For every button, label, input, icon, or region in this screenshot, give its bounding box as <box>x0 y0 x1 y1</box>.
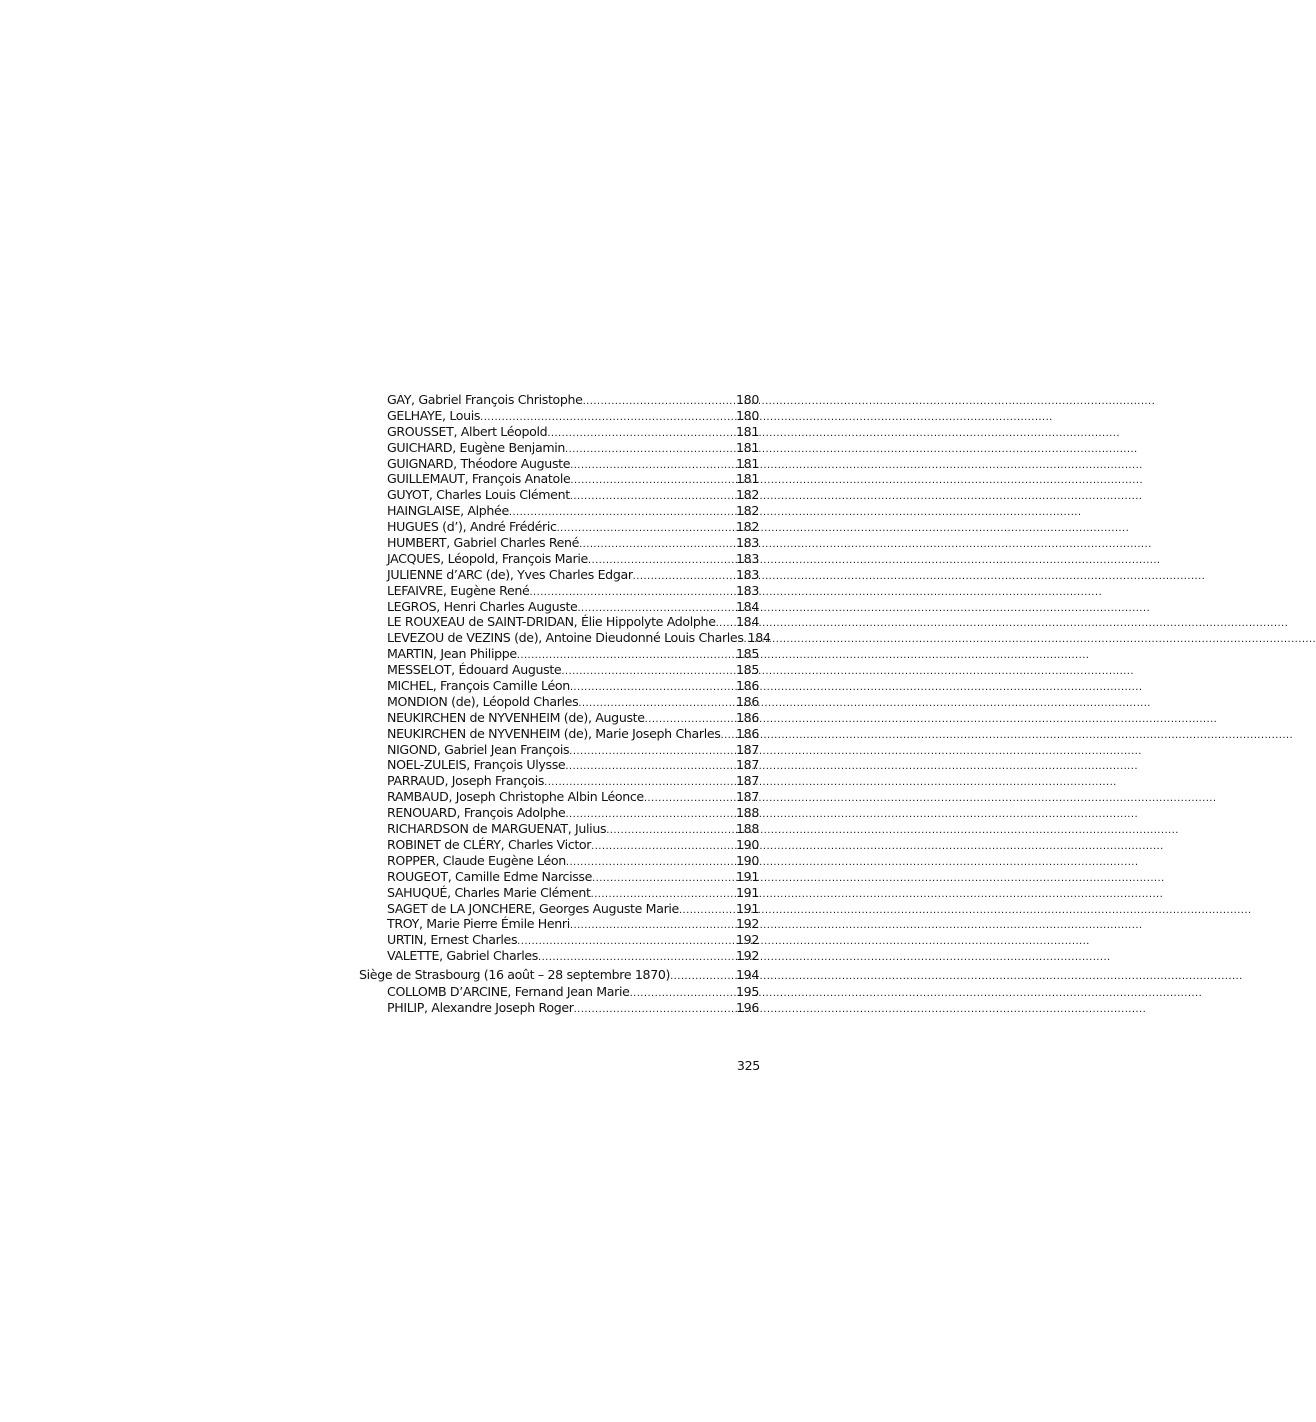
toc-entry-label: MARTIN, Jean Philippe <box>387 646 517 662</box>
toc-entry <box>359 932 759 948</box>
toc-entry <box>359 503 759 519</box>
toc-entry-page: 187 <box>736 789 759 805</box>
dot-leader <box>630 986 736 1002</box>
dot-leader <box>570 489 736 505</box>
toc-entry <box>359 984 759 1000</box>
toc-entry <box>359 901 759 917</box>
toc-entry <box>359 885 759 901</box>
toc-entry-label: SAHUQUÉ, Charles Marie Clément <box>387 884 591 900</box>
toc-entry-label: GUIGNARD, Théodore Auguste <box>387 455 571 471</box>
toc-entry-label: GAY, Gabriel François Christophe <box>387 392 583 407</box>
toc-entry-page: 184 <box>736 614 759 630</box>
toc-entry-label: TROY, Marie Pierre Émile Henri <box>387 916 570 932</box>
dot-leader <box>633 569 736 585</box>
toc-entry-page: 186 <box>736 678 759 694</box>
toc-entry-label: NEUKIRCHEN de NYVENHEIM (de), Auguste <box>387 709 645 725</box>
toc-entry-label: PHILIP, Alexandre Joseph Roger <box>387 999 574 1015</box>
toc-entry-label: LEVEZOU de VEZINS (de), Antoine Dieudonné Louis Charles <box>387 630 744 646</box>
dot-leader <box>569 744 736 760</box>
toc-entry-label: GUYOT, Charles Louis Clément <box>387 487 570 503</box>
toc-entry-page: 184 <box>736 598 759 614</box>
toc-entry <box>359 757 759 773</box>
toc-entry <box>359 440 759 456</box>
toc-entry <box>359 614 759 630</box>
toc-section-entry <box>359 967 759 983</box>
toc-entry <box>359 662 759 678</box>
toc-entry-page: 188 <box>736 805 759 821</box>
toc-entry-label: GELHAYE, Louis <box>387 407 481 423</box>
toc-entry-label: JACQUES, Léopold, François Marie <box>387 550 588 566</box>
toc-entry <box>359 821 759 837</box>
toc-entry-page: 183 <box>736 550 759 566</box>
toc-entry-label: RAMBAUD, Joseph Christophe Albin Léonce <box>387 789 644 805</box>
toc-entry-label: Siège de Strasbourg (16 août – 28 septembre 1870) <box>359 967 671 983</box>
toc-entry-page: 187 <box>736 757 759 773</box>
toc-entry-label: ROUGEOT, Camille Edme Narcisse <box>387 868 593 884</box>
toc-entry <box>359 742 759 758</box>
toc-entry-label: NOEL-ZULEIS, François Ulysse <box>387 757 566 773</box>
toc-entry-page: 196 <box>736 999 759 1015</box>
toc-entry-label: MESSELOT, Édouard Auguste <box>387 662 562 678</box>
dot-leader <box>670 969 736 985</box>
dot-leader <box>644 791 736 807</box>
table-of-contents <box>359 392 771 1016</box>
toc-entry-label: SAGET de LA JONCHERE, Georges Auguste Marie <box>387 900 679 916</box>
toc-entry-page: 191 <box>736 900 759 916</box>
toc-entry-label: ROBINET de CLÉRY, Charles Victor <box>387 836 592 852</box>
dot-leader <box>570 458 736 474</box>
toc-entry-page: 190 <box>736 836 759 852</box>
dot-leader <box>565 442 736 458</box>
dot-leader <box>570 473 736 489</box>
toc-entry-label: JULIENNE d’ARC (de), Yves Charles Edgar <box>387 566 633 582</box>
dot-leader <box>547 426 736 442</box>
toc-entry-page: 185 <box>736 646 759 662</box>
toc-entry-label: GROUSSET, Albert Léopold <box>387 423 548 439</box>
toc-entry <box>359 551 759 567</box>
page-number: 325 <box>736 1058 760 1073</box>
toc-entry-label: PARRAUD, Joseph François <box>387 773 545 789</box>
dot-leader <box>591 839 736 855</box>
toc-entry-label: HUGUES (d’), André Frédéric <box>387 519 557 535</box>
dot-leader <box>517 934 736 950</box>
dot-leader <box>679 903 736 919</box>
toc-entry-page: 181 <box>736 455 759 471</box>
toc-entry-page: 187 <box>736 773 759 789</box>
dot-leader <box>561 664 736 680</box>
toc-entry-page: 181 <box>736 423 759 439</box>
toc-entry <box>359 392 759 408</box>
toc-entry <box>359 583 759 599</box>
toc-entry-page: 183 <box>736 566 759 582</box>
toc-entry <box>359 1000 759 1016</box>
toc-entry-page: 182 <box>736 519 759 535</box>
toc-entry <box>359 773 759 789</box>
toc-entry <box>359 535 759 551</box>
toc-entry-label: HUMBERT, Gabriel Charles René <box>387 535 580 551</box>
toc-entry <box>359 487 759 503</box>
dot-leader <box>557 521 736 537</box>
toc-entry-page: 192 <box>736 932 759 948</box>
toc-entry-page: 192 <box>736 916 759 932</box>
toc-entry-label: RICHARDSON de MARGUENAT, Julius <box>387 821 607 837</box>
toc-entry <box>359 837 759 853</box>
toc-entry-label: HAINGLAISE, Alphée <box>387 503 509 519</box>
toc-entry-page: 186 <box>736 709 759 725</box>
toc-entry <box>359 869 759 885</box>
toc-entry <box>359 710 759 726</box>
dot-leader <box>570 680 736 696</box>
toc-entry <box>359 948 759 964</box>
toc-entry-page: 191 <box>736 884 759 900</box>
dot-leader <box>538 950 736 966</box>
toc-entry-page: 195 <box>736 983 759 999</box>
dot-leader <box>720 728 736 744</box>
toc-entry-label: ROPPER, Claude Eugène Léon <box>387 852 566 868</box>
toc-entry <box>359 519 759 535</box>
toc-entry <box>359 726 759 742</box>
dot-leader <box>574 1002 736 1018</box>
toc-entry-page: 186 <box>736 693 759 709</box>
toc-entry <box>359 646 759 662</box>
toc-entry <box>359 471 759 487</box>
toc-entry <box>359 567 759 583</box>
toc-entry <box>359 456 759 472</box>
toc-entry <box>359 630 771 646</box>
toc-entry-page: 190 <box>736 852 759 868</box>
toc-entry-page: 194 <box>736 967 759 983</box>
toc-entry-label: LE ROUXEAU de SAINT-DRIDAN, Élie Hippolyte Adolphe <box>387 614 716 630</box>
toc-entry <box>359 916 759 932</box>
toc-entry-page: 181 <box>736 439 759 455</box>
dot-leader <box>583 394 736 410</box>
toc-entry-label: RENOUARD, François Adolphe <box>387 805 566 821</box>
toc-entry-page: 180 <box>736 392 759 407</box>
toc-entry-page: 184 <box>747 630 771 646</box>
toc-entry-page: 188 <box>736 821 759 837</box>
toc-entry-page: 180 <box>736 407 759 423</box>
dot-leader <box>565 759 736 775</box>
toc-entry-label: LEFAIVRE, Eugène René <box>387 582 530 598</box>
toc-entry-page: 192 <box>736 948 759 964</box>
toc-entry-page: 186 <box>736 725 759 741</box>
toc-entry <box>359 678 759 694</box>
toc-entry <box>359 805 759 821</box>
toc-entry-label: URTIN, Ernest Charles <box>387 932 518 948</box>
toc-entry-label: MICHEL, François Camille Léon <box>387 678 570 694</box>
dot-leader <box>570 918 736 934</box>
toc-entry <box>359 599 759 615</box>
toc-entry <box>359 694 759 710</box>
toc-entry <box>359 789 759 805</box>
toc-entry-label: VALETTE, Gabriel Charles <box>387 948 539 964</box>
toc-entry-page: 183 <box>736 582 759 598</box>
dot-leader <box>579 537 736 553</box>
dot-leader <box>606 823 736 839</box>
toc-entry-label: MONDION (de), Léopold Charles <box>387 693 579 709</box>
toc-entry-label: GUILLEMAUT, François Anatole <box>387 471 571 487</box>
toc-entry <box>359 408 759 424</box>
toc-entry-label: NEUKIRCHEN de NYVENHEIM (de), Marie Joseph Charles <box>387 725 721 741</box>
toc-entry-label: NIGOND, Gabriel Jean François <box>387 741 570 757</box>
toc-entry-label: LEGROS, Henri Charles Auguste <box>387 598 578 614</box>
toc-entry-page: 183 <box>736 535 759 551</box>
toc-entry-page: 182 <box>736 487 759 503</box>
toc-entry-page: 182 <box>736 503 759 519</box>
toc-entry <box>359 424 759 440</box>
toc-entry-page: 187 <box>736 741 759 757</box>
toc-entry-label: GUICHARD, Eugène Benjamin <box>387 439 566 455</box>
toc-entry-label: COLLOMB D’ARCINE, Fernand Jean Marie <box>387 983 630 999</box>
dot-leader <box>592 871 736 887</box>
toc-entry-page: 191 <box>736 868 759 884</box>
toc-entry-page: 185 <box>736 662 759 678</box>
toc-entry-page: 181 <box>736 471 759 487</box>
toc-entry <box>359 853 759 869</box>
